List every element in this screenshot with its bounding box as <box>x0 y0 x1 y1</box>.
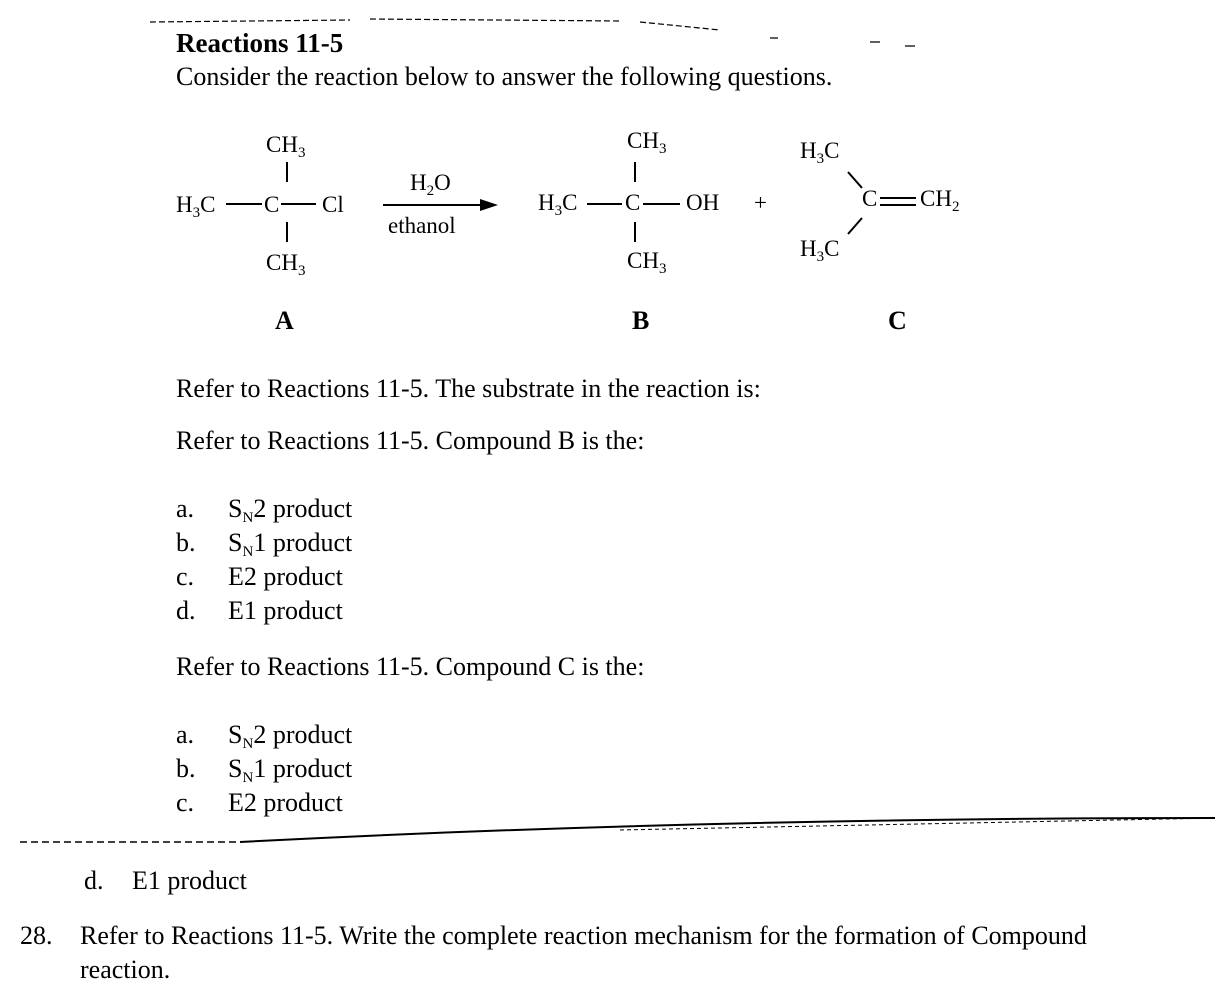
solvent-ethanol: ethanol <box>388 213 456 238</box>
option-text: E1 product <box>132 866 247 895</box>
option-text: E1 product <box>228 596 343 625</box>
question-substrate: Refer to Reactions 11-5. The substrate in the reaction is: <box>176 374 761 403</box>
question-compound-b: Refer to Reactions 11-5. Compound B is the: <box>176 426 645 455</box>
a-chlorine: Cl <box>322 192 344 217</box>
a-center-carbon: C <box>264 192 280 217</box>
label-a: A <box>275 306 294 335</box>
c-lower-methyl: $H_3C$ <box>800 236 840 265</box>
option-text: $S_N2$ product <box>228 494 353 526</box>
label-c: C <box>888 306 907 335</box>
question-mechanism-continuation: reaction. <box>80 955 171 984</box>
c-methylene: $CH_2$ <box>920 186 960 215</box>
b-bottom-methyl: $CH_3$ <box>627 248 667 277</box>
c-upper-methyl: $H_3C$ <box>800 138 840 167</box>
label-b: B <box>632 306 650 335</box>
option-text: $S_N1$ product <box>228 754 353 786</box>
question-mechanism: Refer to Reactions 11-5. Write the complete reaction mechanism for the formation of Compound <box>80 921 1087 950</box>
option-letter: b. <box>176 754 196 783</box>
option-text: E2 product <box>228 788 343 817</box>
question-number: 28. <box>20 921 53 950</box>
option-text: E2 product <box>228 562 343 591</box>
option-letter: a. <box>176 720 195 749</box>
option-text: $S_N1$ product <box>228 528 353 560</box>
b-top-methyl: $CH_3$ <box>627 128 667 157</box>
option-letter: a. <box>176 494 195 523</box>
b-hydroxyl: OH <box>686 190 720 215</box>
intro-text: Consider the reaction below to answer the following questions. <box>176 62 833 91</box>
option-letter: c. <box>176 562 195 591</box>
b-center-carbon: C <box>625 190 641 215</box>
section-title: Reactions 11-5 <box>176 28 344 58</box>
question-compound-c: Refer to Reactions 11-5. Compound C is the: <box>176 652 645 681</box>
b-left-methyl: $H_3C$ <box>538 190 578 219</box>
plus-sign: + <box>754 190 767 215</box>
a-top-methyl: $CH_3$ <box>266 132 306 161</box>
option-letter: c. <box>176 788 195 817</box>
c-center-carbon: C <box>862 186 878 211</box>
option-letter: d. <box>84 866 104 895</box>
reagent-water: $H_2O$ <box>410 170 451 199</box>
option-text: $S_N2$ product <box>228 720 353 752</box>
a-bottom-methyl: $CH_3$ <box>266 250 306 279</box>
a-left-methyl: $H_3C$ <box>176 192 216 221</box>
option-letter: d. <box>176 596 196 625</box>
option-letter: b. <box>176 528 196 557</box>
